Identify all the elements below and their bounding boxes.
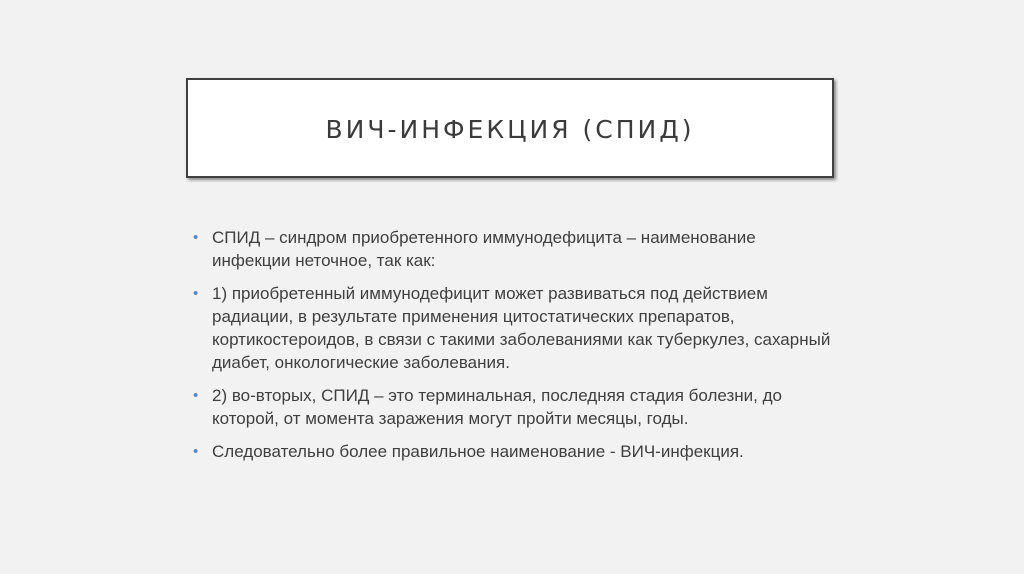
bullet-icon: • <box>193 387 199 404</box>
bullet-text: 2) во-вторых, СПИД – это терминальная, последняя стадия болезни, до которой, от момента заражения могут пройти месяцы, годы. <box>212 386 782 428</box>
bullet-item <box>192 440 832 463</box>
title-box <box>186 78 834 178</box>
bullet-icon: • <box>193 443 199 460</box>
bullet-item <box>192 384 832 430</box>
bullet-icon: • <box>193 229 199 246</box>
bullet-text: 1) приобретенный иммунодефицит может развиваться под действием радиации, в результате применения цитостатических препаратов, кортикостероидов, в связи с такими заболеваниями как туберкулез, сахарный диабет, онкологические заболевания. <box>212 284 831 372</box>
bullet-icon: • <box>193 285 199 302</box>
bullet-list <box>192 226 832 473</box>
bullet-item <box>192 282 832 374</box>
bullet-text: СПИД – синдром приобретенного иммунодефицита – наименование инфекции неточное, так как: <box>212 228 756 270</box>
bullet-item <box>192 226 832 272</box>
bullet-text: Следовательно более правильное наименование - ВИЧ-инфекция. <box>212 442 744 461</box>
slide-title: ВИЧ-ИНФЕКЦИЯ (СПИД) <box>325 114 695 144</box>
